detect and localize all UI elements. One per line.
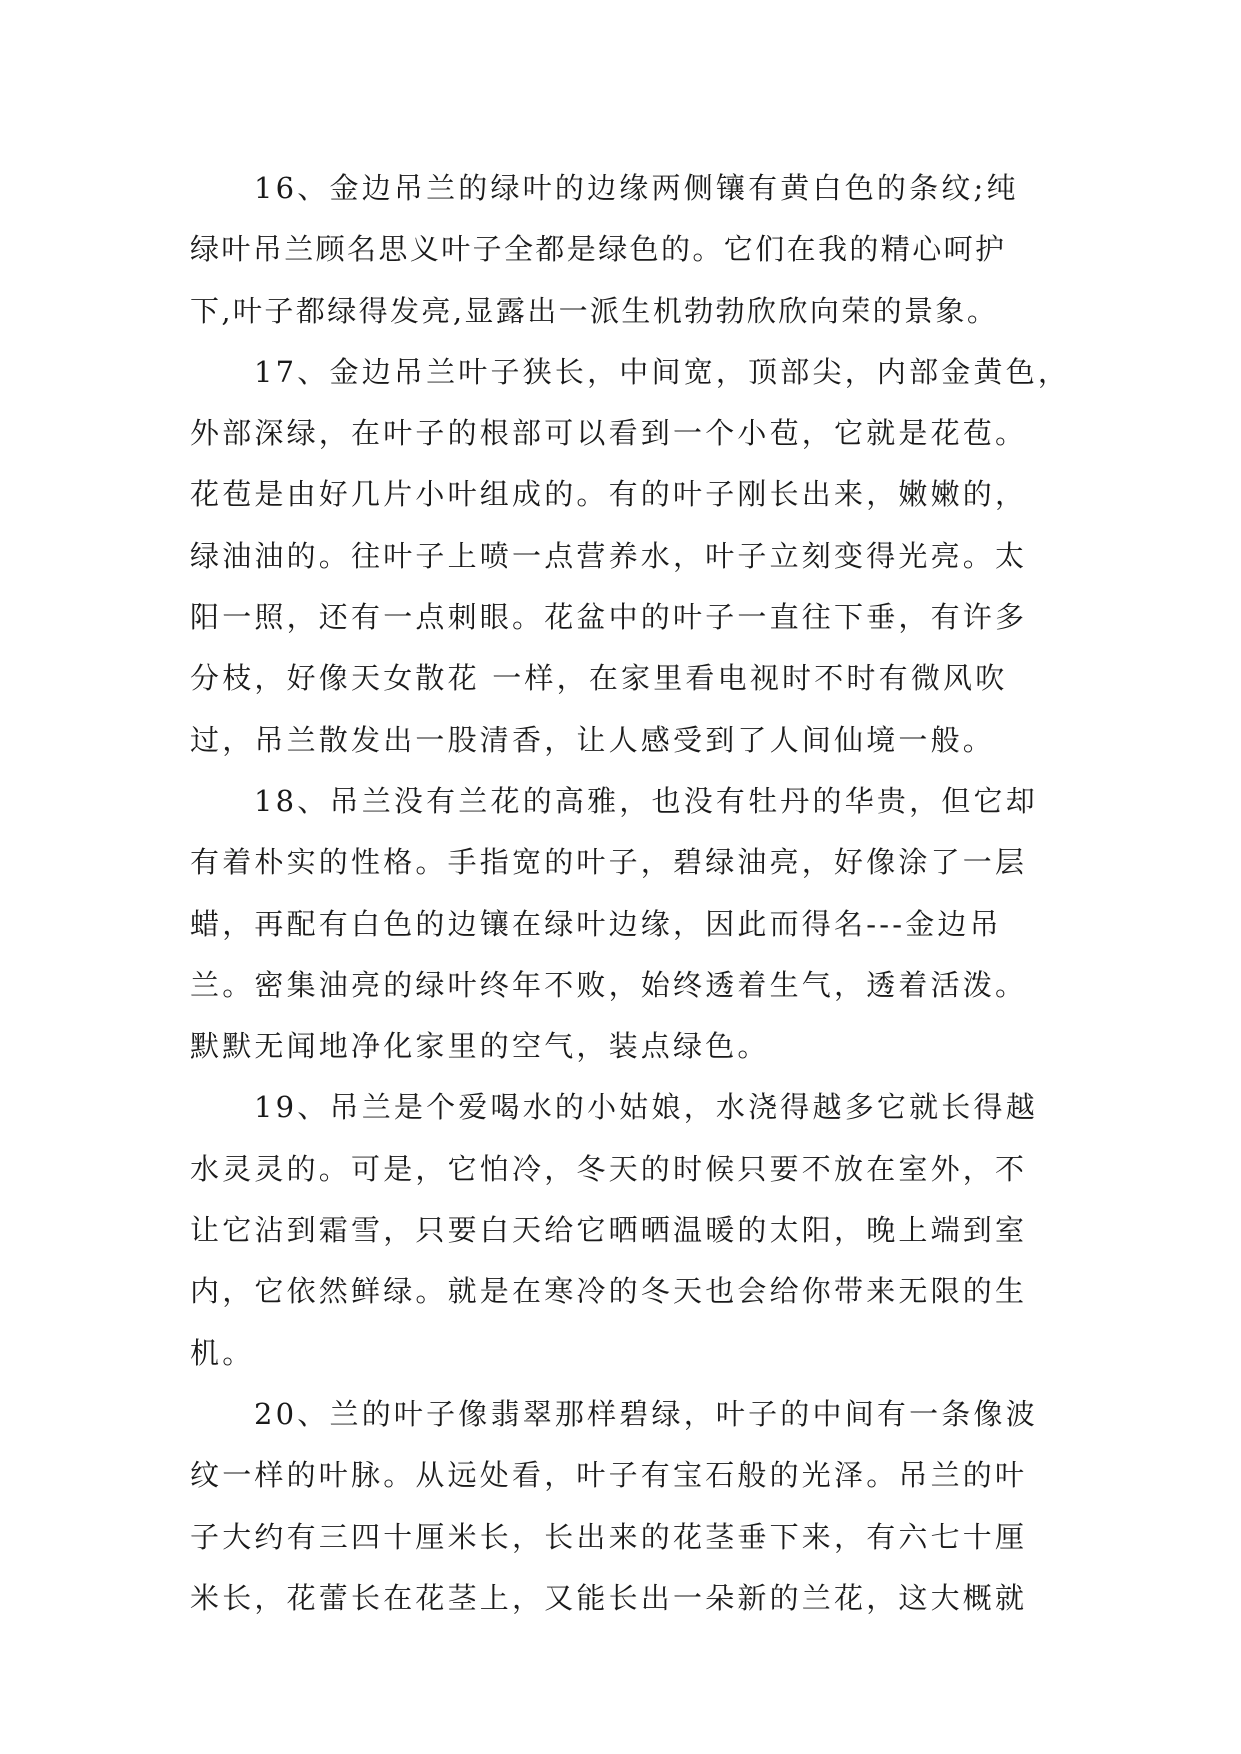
paragraph-19-line-5: 机。 — [190, 1335, 255, 1370]
paragraph-18-line-1: 18、吊兰没有兰花的高雅，也没有牡丹的华贵，但它却 — [254, 783, 1038, 818]
document-body — [190, 158, 1071, 1629]
paragraph-16-line-3: 下,叶子都绿得发亮,显露出一派生机勃勃欣欣向荣的景象。 — [190, 293, 999, 328]
paragraph-18-line-5: 默默无闻地净化家里的空气，装点绿色。 — [190, 1029, 770, 1064]
paragraph-20-line-1: 20、兰的叶子像翡翠那样碧绿，叶子的中间有一条像波 — [254, 1396, 1038, 1431]
paragraph-17-line-5: 阳一照，还有一点刺眼。花盆中的叶子一直往下垂，有许多 — [190, 600, 1028, 635]
paragraph-17-line-4: 绿油油的。往叶子上喷一点营养水，叶子立刻变得光亮。太 — [190, 538, 1028, 573]
paragraph-18-line-3: 蜡，再配有白色的边镶在绿叶边缘，因此而得名---金边吊 — [190, 906, 1002, 941]
paragraph-17-line-7: 过，吊兰散发出一股清香，让人感受到了人间仙境一般。 — [190, 722, 996, 757]
paragraph-17-line-6: 分枝，好像天女散花 一样，在家里看电视时不时有微风吹 — [190, 661, 1008, 696]
paragraph-19-line-4: 内，它依然鲜绿。就是在寒冷的冬天也会给你带来无限的生 — [190, 1274, 1028, 1309]
paragraph-17-line-3: 花苞是由好几片小叶组成的。有的叶子刚长出来，嫩嫩的， — [190, 477, 1028, 512]
paragraph-20-line-3: 子大约有三四十厘米长，长出来的花茎垂下来，有六七十厘 — [190, 1519, 1028, 1554]
paragraph-16-line-1: 16、金边吊兰的绿叶的边缘两侧镶有黄白色的条纹;纯 — [254, 171, 1019, 205]
paragraph-19-line-1: 19、吊兰是个爱喝水的小姑娘，水浇得越多它就长得越 — [254, 1090, 1038, 1125]
paragraph-19-line-2: 水灵灵的。可是，它怕冷，冬天的时候只要不放在室外，不 — [190, 1151, 1028, 1186]
paragraph-19-line-3: 让它沾到霜雪，只要白天给它晒晒温暖的太阳，晚上端到室 — [190, 1213, 1028, 1248]
paragraph-17-line-2: 外部深绿，在叶子的根部可以看到一个小苞，它就是花苞。 — [190, 416, 1028, 451]
paragraph-17-line-1: 17、金边吊兰叶子狭长，中间宽，顶部尖，内部金黄色， — [254, 354, 1071, 389]
paragraph-20-line-2: 纹一样的叶脉。从远处看，叶子有宝石般的光泽。吊兰的叶 — [190, 1458, 1028, 1493]
paragraph-18-line-2: 有着朴实的性格。手指宽的叶子，碧绿油亮，好像涂了一层 — [190, 845, 1028, 880]
paragraph-16-line-2: 绿叶吊兰顾名思义叶子全都是绿色的。它们在我的精心呵护 — [190, 232, 1007, 267]
paragraph-18-line-4: 兰。密集油亮的绿叶终年不败，始终透着生气，透着活泼。 — [190, 967, 1028, 1002]
paragraph-20-line-4: 米长，花蕾长在花茎上，又能长出一朵新的兰花，这大概就 — [190, 1580, 1028, 1615]
